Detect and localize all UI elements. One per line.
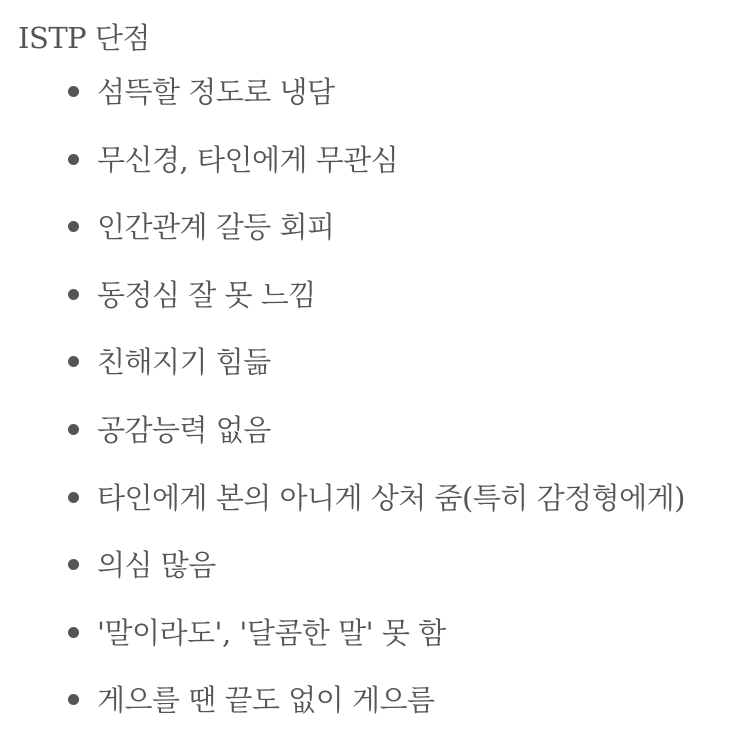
bullet-icon bbox=[68, 492, 79, 503]
bullet-icon bbox=[68, 221, 79, 232]
list-item-text: 동정심 잘 못 느낌 bbox=[97, 277, 316, 312]
list-item bbox=[0, 478, 754, 546]
bullet-icon bbox=[68, 627, 79, 638]
list-item-text: 무신경, 타인에게 무관심 bbox=[97, 142, 399, 177]
list-item-text: 타인에게 본의 아니게 상처 줌(특히 감정형에게) bbox=[97, 480, 685, 515]
list-item bbox=[0, 140, 754, 208]
list-item bbox=[0, 680, 754, 748]
list-item-text: 의심 많음 bbox=[97, 548, 216, 583]
bullet-icon bbox=[68, 86, 79, 97]
list-item bbox=[0, 275, 754, 343]
list-item-text: 친해지기 힘듦 bbox=[97, 345, 271, 380]
list-item bbox=[0, 410, 754, 478]
section-heading: ISTP 단점 bbox=[18, 21, 150, 55]
list-item-text: 게으를 땐 끝도 없이 게으름 bbox=[97, 683, 435, 718]
list-item-text: 공감능력 없음 bbox=[97, 412, 271, 447]
bullet-icon bbox=[68, 424, 79, 435]
list-item bbox=[0, 72, 754, 140]
list-item-text: 인간관계 갈등 회피 bbox=[97, 210, 335, 245]
bullet-icon bbox=[68, 356, 79, 367]
list-item bbox=[0, 342, 754, 410]
bullet-list bbox=[0, 72, 754, 748]
list-item bbox=[0, 207, 754, 275]
list-item-text: '말이라도', '달콤한 말' 못 함 bbox=[97, 615, 446, 650]
bullet-icon bbox=[68, 289, 79, 300]
list-item-text: 섬뜩할 정도로 냉담 bbox=[97, 75, 335, 109]
bullet-icon bbox=[68, 694, 79, 705]
bullet-icon bbox=[68, 154, 79, 165]
list-item bbox=[0, 545, 754, 613]
bullet-icon bbox=[68, 559, 79, 570]
list-item bbox=[0, 613, 754, 681]
